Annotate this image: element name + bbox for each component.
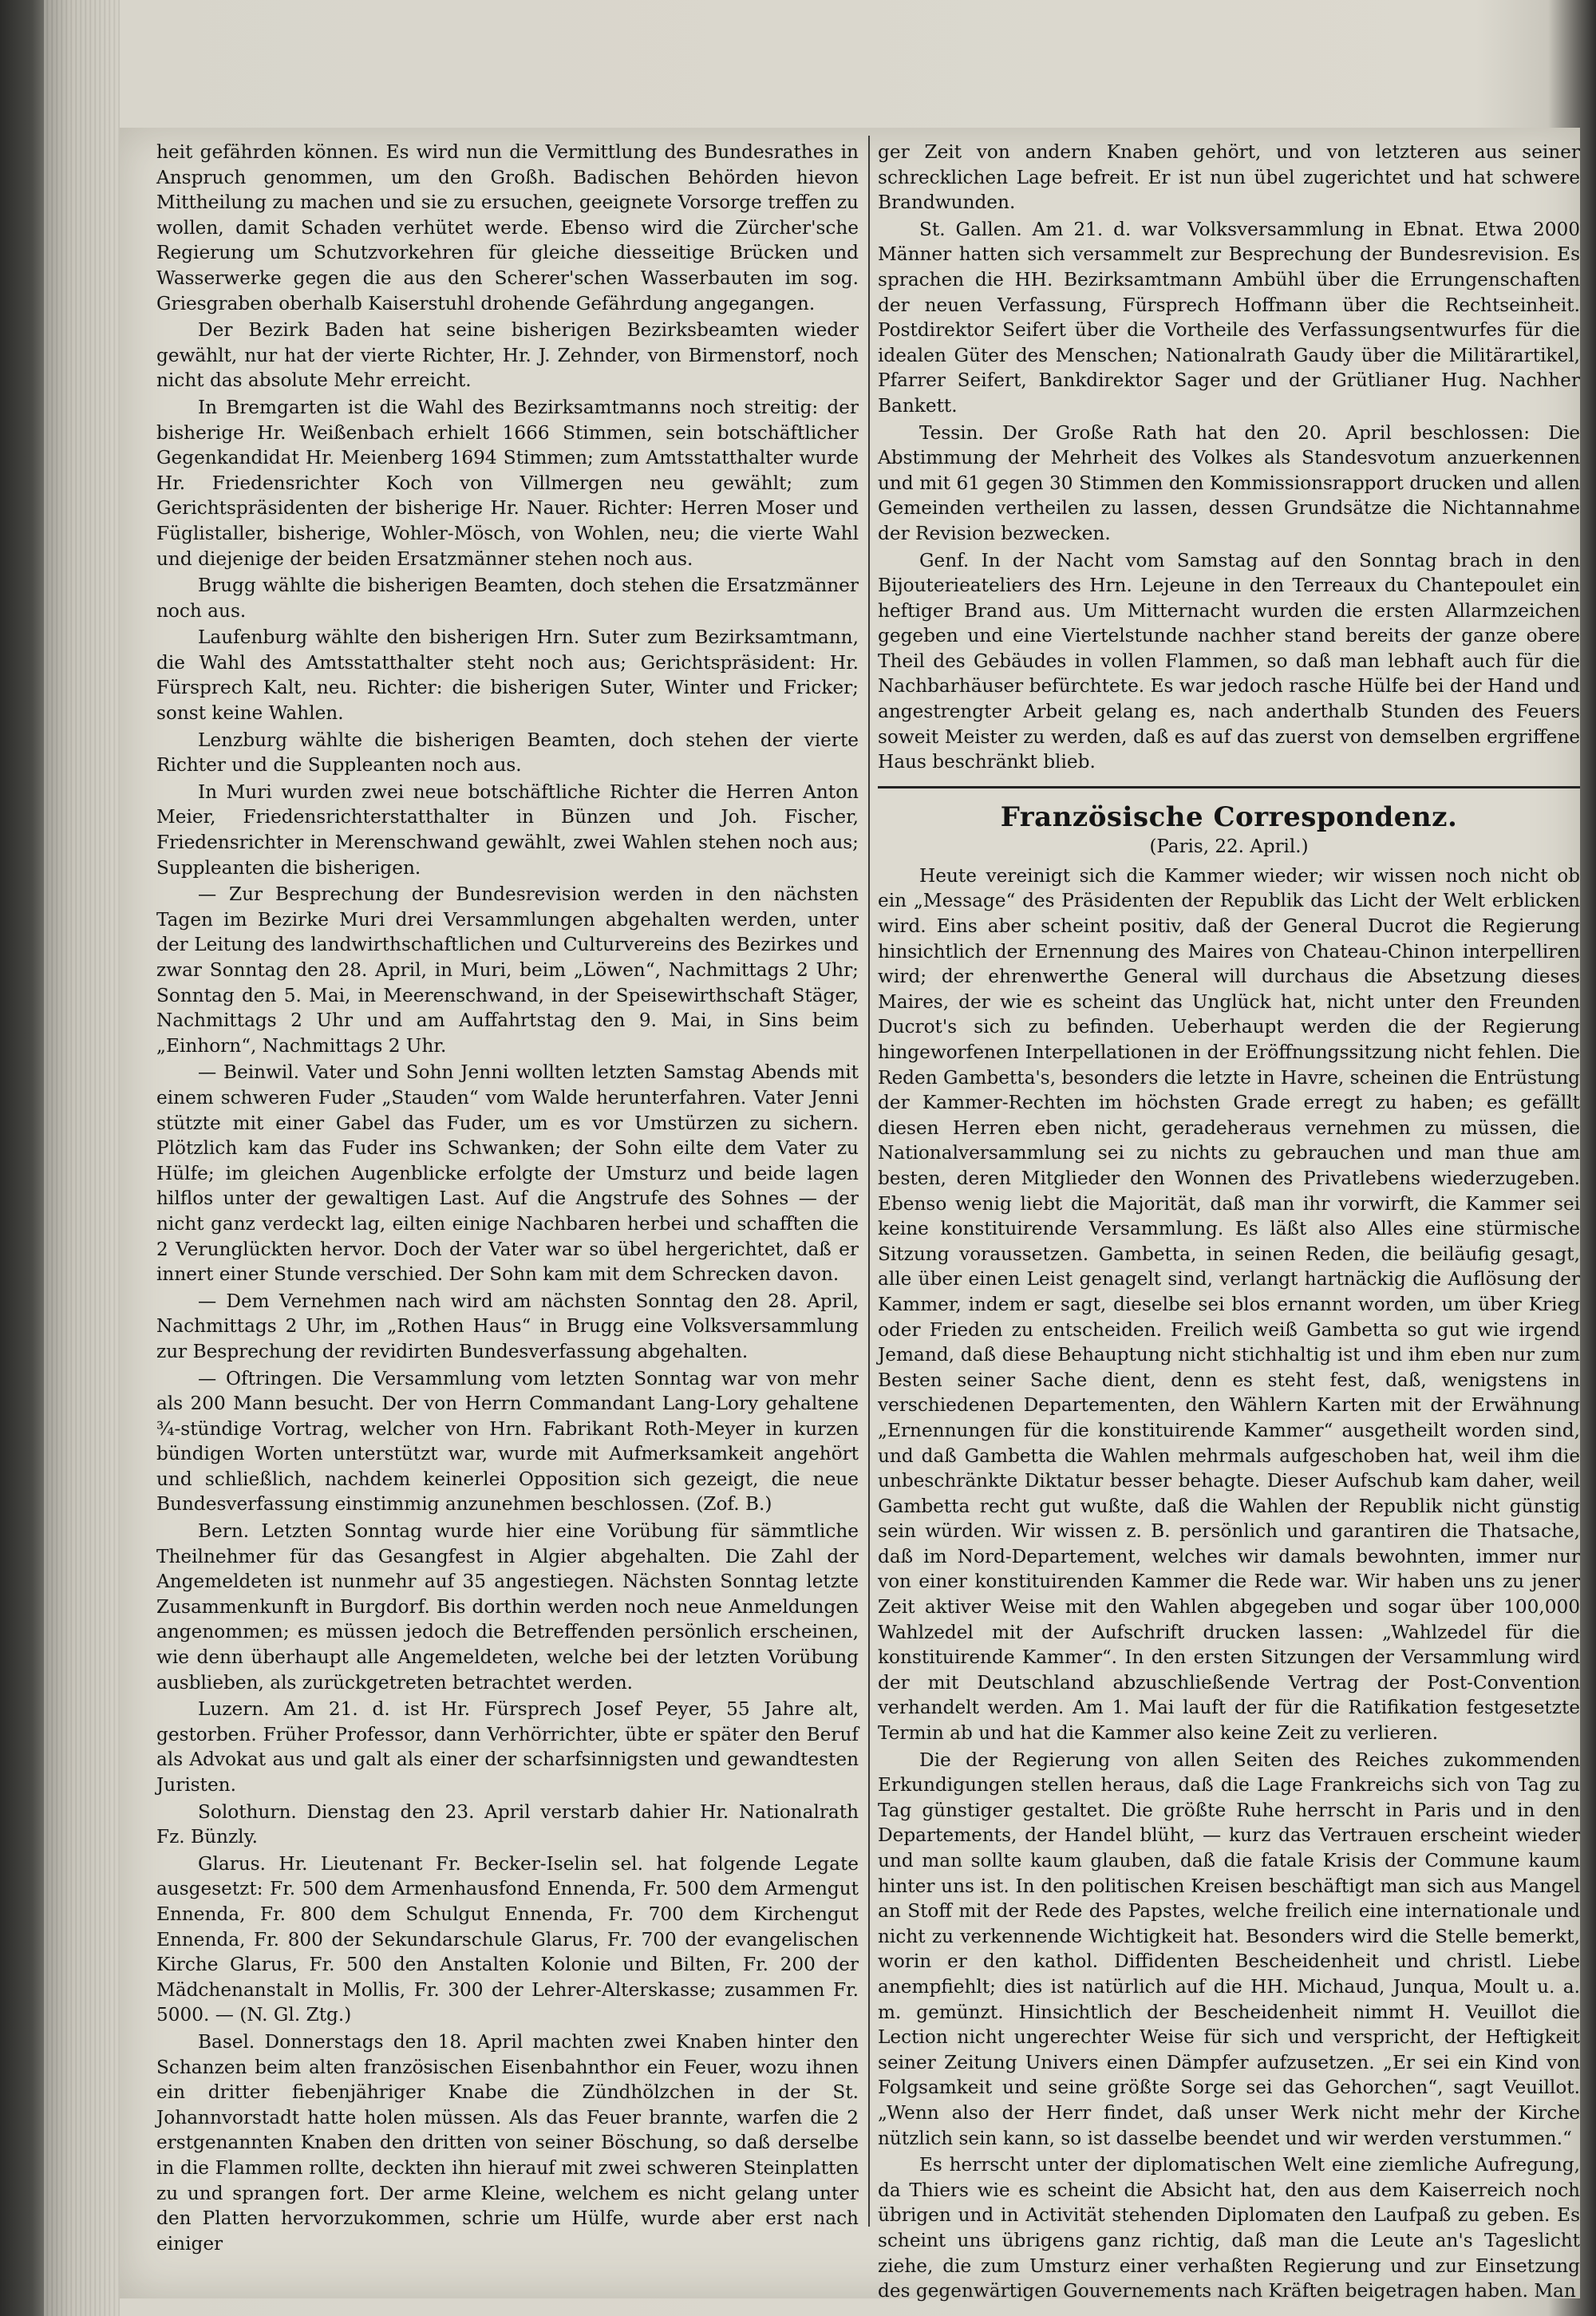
paragraph: heit gefährden können. Es wird nun die Vermittlung des Bundesrathes in Anspruch genommen, um den Großh. Badischen Behörden hievon Mittheilung zu machen und sie zu ersuchen, geeignete Vorsorge treffen zu wollen, damit Schaden verhütet werde. Ebenso wird die Zürcher'sche Regierung um Schutzvorkehren für gleiche diesseitige Brücken und Wasserwerke gegen die aus den Scherer'schen Wasserbauten im sog. Griesgraben oberhalb Kaiserstuhl drohende Gefährdung angegangen. — [156, 141, 859, 314]
paragraph: Glarus. Hr. Lieutenant Fr. Becker-Iselin sel. hat folgende Legate ausgesetzt: Fr. 500 dem Armenhausfond Ennenda, Fr. 500 dem Armengut Ennenda, Fr. 800 dem Schulgut Ennenda, Fr. 700 dem Kirchengut Ennenda, Fr. 800 der Sekundarschule Glarus, Fr. 700 der evangelischen Kirche Glarus, Fr. 500 den Anstalten Kolonie und Bilten, Fr. 200 der Mädchenanstalt in Mollis, Fr. 300 der Lehrer-Alterskasse; zusammen Fr. 5000. — (N. Gl. Ztg.) — [156, 1852, 859, 2026]
paragraph: Basel. Donnerstags den 18. April machten zwei Knaben hinter den Schanzen beim alten französischen Eisenbahnthor ein Feuer, wozu ihnen ein dritter fiebenjähriger Knabe die Zündhölzchen in der St. Johannvorstadt hatte holen müssen. Als das Feuer brannte, warfen die 2 erstgenannten Knaben den dritten von seiner Böschung, so daß derselbe in die Flammen rollte, deckten ihn hierauf mit zwei schweren Steinplatten zu und sprangen fort. Der arme Kleine, welchem es nicht gelang unter den Platten hervorzukommen, schrie um Hülfe, wurde aber erst nach einiger — [156, 2030, 859, 2255]
section-rule — [878, 786, 1580, 788]
paragraph: St. Gallen. Am 21. d. war Volksversammlung in Ebnat. Etwa 2000 Männer hatten sich versammelt zur Besprechung der Bundesrevision. Es sprachen die HH. Bezirksamtmann Ambühl über die Errungenschaften der neuen Verfassung, Fürsprech Hoffmann über die Rechtseinheit. Postdirektor Seifert über die Vortheile des Verfassungsentwurfes für die idealen Güter des Menschen; Nationalrath Gaudy über die Militärartikel, Pfarrer Seifert, Bankdirektor Sager und der Grütlianer Hug. Nachher Bankett. — [878, 218, 1580, 417]
paragraph: Solothurn. Dienstag den 23. April verstarb dahier Hr. Nationalrath Fz. Bünzly. — [156, 1800, 859, 1848]
right-column — [878, 140, 1580, 2306]
left-column — [156, 140, 859, 2258]
column-divider — [868, 136, 870, 2227]
paragraph: In Muri wurden zwei neue botschäftliche Richter die Herren Anton Meier, Friedensrichterstatthalter in Bünzen und Joh. Fischer, Friedensrichter in Merenschwand gewählt, zwei Wahlen stehen noch aus; Suppleanten die bisherigen. — [156, 781, 859, 879]
paragraph: Laufenburg wählte den bisherigen Hrn. Suter zum Bezirksamtmann, die Wahl des Amtsstatthalter steht noch aus; Gerichtspräsident: Hr. Fürsprech Kalt, neu. Richter: die bisherigen Suter, Winter und Fricker; sonst keine Wahlen. — [156, 626, 859, 725]
right-column-top — [878, 140, 1580, 775]
section-title: Französische Correspondenz. — [1000, 800, 1458, 833]
paragraph: Brugg wählte die bisherigen Beamten, doch stehen die Ersatzmänner noch aus. — [156, 575, 859, 622]
paragraph: Die der Regierung von allen Seiten des Reiches zukommenden Erkundigungen stellen heraus, daß die Lage Frankreichs sich von Tag zu Tag günstiger gestaltet. Die größte Ruhe herrscht in Paris und in den Departements, der Handel blüht, — kurz das Vertrauen erscheint wieder und man sollte kaum glauben, daß die fatale Krisis der Commune kaum hinter uns ist. In den politischen Kreisen beschäftigt man sich aus Mangel an Stoff mit der Rede des Papstes, welche freilich eine internationale und nicht zu verkennende Wichtigkeit hat. Besonders wird die Stelle bemerkt, worin er den kathol. Diffidenten Bescheidenheit und christl. Liebe anempfiehlt; dies ist natürlich auf die HH. Michaud, Junqua, Moult u. a. m. gemünzt. Hinsichtlich der Bescheidenheit nimmt H. Veuillot die Lection nicht ungerechter Weise für sich und verspricht, der Heftigkeit seiner Zeitung Univers einen Dämpfer aufzusetzen. „Er sei ein Kind von Folgsamkeit und seine größte Sorge sei das Gehorchen“, sagt Veuillot. „Wenn also der Herr findet, daß unser Werk nicht mehr der Kirche nützlich sein kann, so ist dasselbe beendet und wir werden verstummen.“ — [878, 1749, 1580, 2149]
section-subtitle: (Paris, 22. April.) — [1149, 836, 1309, 857]
right-column-section — [878, 864, 1580, 2304]
paragraph: Heute vereinigt sich die Kammer wieder; wir wissen noch nicht ob ein „Message“ des Präsidenten der Republik das Licht der Welt erblicken wird. Eins aber scheint positiv, daß der General Ducrot die Regierung hinsichtlich der Ernennung des Maires von Chateau-Chinon interpelliren wird; der ehrenwerthe General will durchaus die Absetzung dieses Maires, der wie es scheint das Unglück hat, nicht unter den Freunden Ducrot's sich zu befinden. Ueberhaupt werden die der Regierung hingeworfenen Interpellationen in der Eröffnungssitzung nicht fehlen. Die Reden Gambetta's, besonders die letzte in Havre, scheinen die Entrüstung der Kammer-Rechten im höchsten Grade erregt zu haben; es gefällt diesen Herren eben nicht, geradeheraus vernehmen zu müssen, die Nationalversammlung sei zu nichts zu gebrauchen und man thue am besten, deren Mitglieder den Wonnen des Privatlebens wiederzugeben. Ebenso wenig liebt die Majorität, daß man ihr vorwirft, die Kammer sei keine konstituirende Versammlung. Es läßt also Alles eine stürmische Sitzung voraussetzen. Gambetta, in seinen Reden, die beiläufig gesagt, alle über einen Leist genagelt sind, verlangt hartnäckig die Auflösung der Kammer, indem er sagt, dieselbe sei blos ernannt worden, um über Krieg oder Frieden zu entscheiden. Freilich weiß Gambetta so gut wie irgend Jemand, daß diese Behauptung nicht stichhaltig ist und ihm eben nur zum Besten seiner Sache dient, denn es steht fest, daß, wenigstens in verschiedenen Departementen, den Wählern Karten mit der Erwähnung „Ernennungen für die konstituirende Kammer“ ausgetheilt worden sind, und daß Gambetta die Wahlen mehrmals aufgeschoben hat, weil ihm die unbeschränkte Diktatur besser behagte. Dieser Aufschub kam daher, weil Gambetta recht gut wußte, daß die Wahlen der Republik nicht günstig sein würden. Wir wissen z. B. persönlich und garantiren die Thatsache, daß im Nord-Departement, welches wir damals bewohnten, immer nur von einer konstituirenden Kammer die Rede war. Wir haben uns zu jener Zeit aktiver Weise mit den Wahlen abgegeben und sogar über 100,000 Wahlzedel mit der Aufschrift drucken lassen: „Wahlzedel für die konstituirende Kammer“. In den ersten Sitzungen der Versammlung wird der mit Deutschland abzuschließende Vertrag der Post-Convention verhandelt werden. Am 1. Mai lauft der für die Ratifikation festgesetzte Termin ab und hat die Kammer also keine Zeit zu verlieren. — [878, 864, 1580, 1745]
paragraph: Es herrscht unter der diplomatischen Welt eine ziemliche Aufregung, da Thiers wie es scheint die Absicht hat, den aus dem Kaiserreich noch übrigen und in Activität stehenden Diplomaten den Laufpaß zu geben. Es scheint uns übrigens ganz richtig, daß man die Leute an's Tageslicht ziehe, die zum Umsturz einer verhaßten Regierung und zur Einsetzung des gegenwärtigen Gouvernements nach Kräften beigetragen haben. Man — [878, 2154, 1580, 2302]
paragraph: — Oftringen. Die Versammlung vom letzten Sonntag war von mehr als 200 Mann besucht. Der von Herrn Commandant Lang-Lory gehaltene ¾-stündige Vortrag, welcher von Hrn. Fabrikant Roth-Meyer in kurzen bündigen Worten unterstützt war, wurde mit Aufmerksamkeit angehört und schließlich, nachdem keinerlei Opposition sich gezeigt, die neue Bundesverfassung einstimmig anzunehmen beschlossen. (Zof. B.) — [156, 1367, 859, 1516]
page-edges — [44, 0, 120, 2316]
paragraph: Lenzburg wählte die bisherigen Beamten, doch stehen der vierte Richter und die Suppleanten noch aus. — [156, 729, 859, 777]
paragraph: Luzern. Am 21. d. ist Hr. Fürsprech Josef Peyer, 55 Jahre alt, gestorben. Früher Professor, dann Verhörrichter, übte er später den Beruf als Advokat aus und galt als einer der scharfsinnigsten und gewandtesten Juristen. — [156, 1698, 859, 1796]
paragraph: — Zur Besprechung der Bundesrevision werden in den nächsten Tagen im Bezirke Muri drei Versammlungen abgehalten werden, unter der Leitung des landwirthschaftlichen und Culturvereins des Bezirkes und zwar Sonntag den 28. April, in Muri, beim „Löwen“, Nachmittags 2 Uhr; Sonntag den 5. Mai, in Meerenschwand, in der Speisewirthschaft Stäger, Nachmittags 2 Uhr und am Auffahrtstag den 9. Mai, in Sins beim „Einhorn“, Nachmittags 2 Uhr. — [156, 883, 859, 1057]
paragraph: Genf. In der Nacht vom Samstag auf den Sonntag brach in den Bijouterieateliers des Hrn. Lejeune in den Terreaux du Chantepoulet ein heftiger Brand aus. Um Mitternacht wurden die ersten Allarmzeichen gegeben und eine Viertelstunde nachher stand bereits der ganze obere Theil des Gebäudes in vollen Flammen, so daß man lebhaft auch für die Nachbarhäuser befürchtete. Es war jedoch rasche Hülfe bei der Hand und angestrengter Arbeit gelang es, nach anderthalb Stunden des Feuers soweit Meister zu werden, daß es auf das zuerst von demselben ergriffene Haus beschränkt blieb. — [878, 549, 1580, 773]
paragraph: In Bremgarten ist die Wahl des Bezirksamtmanns noch streitig: der bisherige Hr. Weißenbach erhielt 1666 Stimmen, sein botschäftlicher Gegenkandidat Hr. Meienberg 1694 Stimmen; zum Amtsstatthalter wurde Hr. Friedensrichter Koch von Villmergen neu gewählt; zum Gerichtspräsidenten der bisherige Hr. Nauer. Richter: Herren Moser und Füglistaller, bisherige, Wohler-Mösch, von Wohlen, neu; die vierte Wahl und diejenige der beiden Ersatzmänner stehen noch aus. — [156, 396, 859, 570]
paragraph: — Dem Vernehmen nach wird am nächsten Sonntag den 28. April, Nachmittags 2 Uhr, im „Rothen Haus“ in Brugg eine Volksversammlung zur Besprechung der revidirten Bundesverfassung abgehalten. — [156, 1290, 859, 1362]
paragraph: Bern. Letzten Sonntag wurde hier eine Vorübung für sämmtliche Theilnehmer für das Gesangfest in Algier abgehalten. Die Zahl der Angemeldeten ist nunmehr auf 35 angestiegen. Nächsten Sonntag letzte Zusammenkunft in Burgdorf. Bis dorthin werden noch neue Anmeldungen angenommen; es müssen jedoch die Betreffenden persönlich erscheinen, wie denn überhaupt alle Angemeldeten, welche bei der letzten Vorübung ausblieben, als zurückgetreten betrachtet werden. — [156, 1520, 859, 1694]
paragraph: Tessin. Der Große Rath hat den 20. April beschlossen: Die Abstimmung der Mehrheit des Volkes als Standesvotum anzuerkennen und mit 61 gegen 30 Stimmen den Kommissionsrapport drucken und allen Gemeinden vertheilen zu lassen, dessen Grundsätze die Nichtannahme der Revision bezwecken. — [878, 421, 1580, 544]
paragraph: Der Bezirk Baden hat seine bisherigen Bezirksbeamten wieder gewählt, nur hat der vierte Richter, Hr. J. Zehnder, von Birmenstorf, noch nicht das absolute Mehr erreicht. — [156, 319, 859, 392]
paragraph: — Beinwil. Vater und Sohn Jenni wollten letzten Samstag Abends mit einem schweren Fuder „Stauden“ vom Walde herunterfahren. Vater Jenni stützte mit einer Gabel das Fuder, um es vor Umstürzen zu sichern. Plötzlich kam das Fuder ins Schwanken; der Sohn eilte dem Vater zu Hülfe; im gleichen Augenblicke erfolgte der Umsturz und beide lagen hilflos unter der gewaltigen Last. Auf die Angstrufe des Sohnes — der nicht ganz verdeckt lag, eilten einige Nachbaren herbei und schafften die 2 Verunglückten hervor. Doch der Vater war so übel hergerichtet, daß er innert einer Stunde verschied. Der Sohn kam mit dem Schrecken davon. — [156, 1061, 859, 1286]
paragraph: ger Zeit von andern Knaben gehört, und von letzteren aus seiner schrecklichen Lage befreit. Er ist nun übel zugerichtet und hat schwere Brandwunden. — [878, 141, 1580, 214]
